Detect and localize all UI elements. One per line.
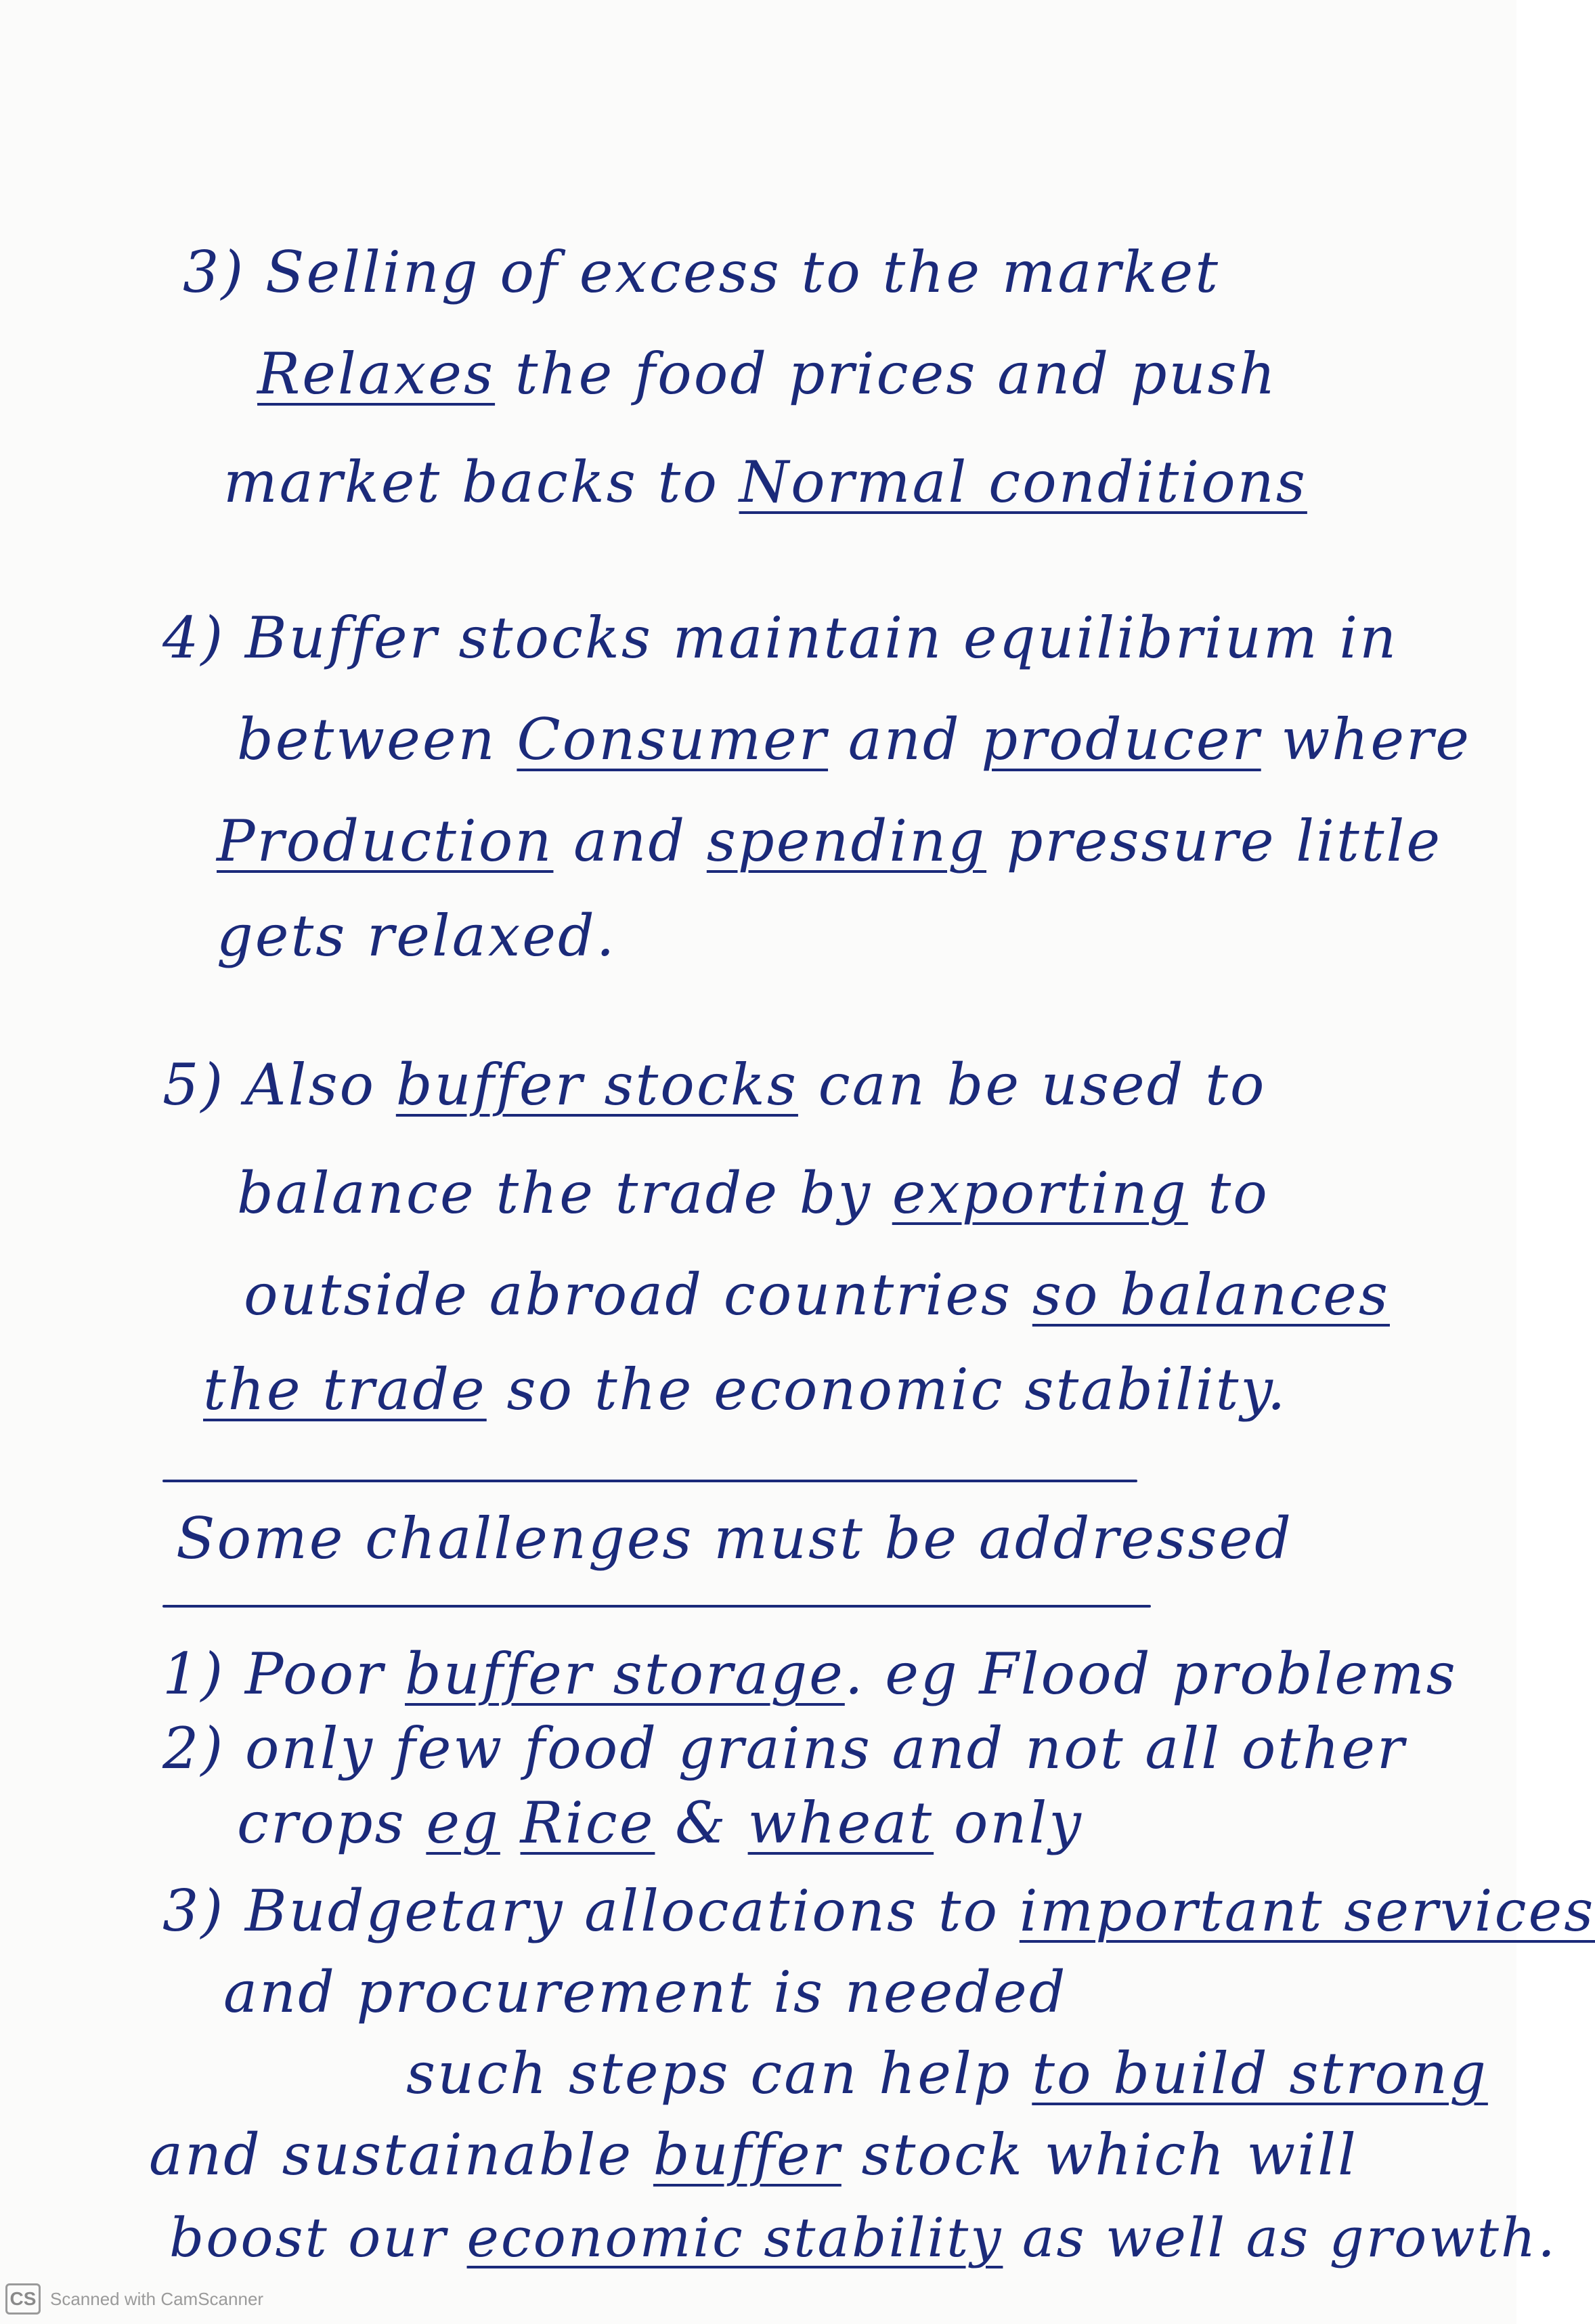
text-span: 2) only few food grains and not all other (162, 1715, 1407, 1782)
text-span: and procurement is needed (223, 1959, 1068, 2025)
text-span: such steps can help (406, 2040, 1032, 2107)
conclusion-line3 (169, 2206, 1557, 2269)
challenge3-line1 (162, 1878, 1595, 1944)
challenge2-line2 (237, 1790, 1083, 1856)
point3-line2 (257, 341, 1277, 407)
point5-line1 (162, 1052, 1267, 1118)
text-span: outside abroad countries (244, 1262, 1032, 1328)
text-span: boost our (169, 2206, 467, 2269)
camscanner-watermark (5, 2283, 263, 2315)
text-span: 4) Buffer stocks maintain equilibrium in (162, 605, 1399, 671)
underlined-term: Normal conditions (739, 449, 1307, 515)
text-span: the food prices and push (495, 341, 1277, 407)
watermark-text: Scanned with CamScanner (50, 2288, 264, 2309)
underlined-term: exporting (892, 1160, 1188, 1226)
underlined-term: wheat (747, 1790, 934, 1856)
underlined-term: economic stability (466, 2206, 1003, 2269)
challenge3-line2 (223, 1959, 1068, 2025)
text-span: so the economic stability. (486, 1356, 1288, 1423)
point4-line3 (217, 808, 1443, 874)
point5-line2 (237, 1160, 1269, 1226)
text-span: only (934, 1790, 1083, 1856)
bottom-rule (162, 1605, 1151, 1608)
point5-line4 (203, 1356, 1288, 1423)
underlined-term: eg (426, 1790, 500, 1856)
text-span: and (828, 706, 982, 773)
text-span: where (1261, 706, 1471, 773)
underlined-term: to build strong (1032, 2040, 1488, 2107)
text-span: 3) Budgetary allocations to (162, 1878, 1020, 1944)
point3-line1 (183, 239, 1221, 305)
challenges-heading (176, 1505, 1293, 1572)
underlined-term: buffer stocks (395, 1052, 798, 1118)
underlined-term: buffer storage (405, 1641, 845, 1707)
text-span: . eg Flood problems (844, 1641, 1458, 1707)
challenge1-line (162, 1641, 1458, 1707)
underlined-term: Consumer (517, 706, 829, 773)
underlined-term: Production (217, 808, 554, 874)
challenge2-line1 (162, 1715, 1407, 1782)
text-span: can be used to (798, 1052, 1267, 1118)
text-span: 3) Selling of excess to the market (183, 239, 1221, 305)
text-span: between (237, 706, 517, 773)
text-span: stock which will (841, 2122, 1358, 2188)
underlined-term: producer (981, 706, 1261, 773)
text-span: gets relaxed. (217, 903, 617, 969)
text-span: Some challenges must be addressed (176, 1505, 1293, 1572)
underlined-term: the trade (203, 1356, 487, 1423)
text-span: pressure little (986, 808, 1443, 874)
underlined-term: spending (706, 808, 987, 874)
text-span: & (655, 1790, 748, 1856)
text-span: and sustainable (149, 2122, 653, 2188)
text-span: and (553, 808, 707, 874)
text-span: to (1187, 1160, 1269, 1226)
point3-line3 (223, 449, 1307, 515)
text-span (500, 1790, 521, 1856)
text-span: as well as growth. (1003, 2206, 1557, 2269)
text-span: 1) Poor (162, 1641, 406, 1707)
text-span: crops (237, 1790, 427, 1856)
underlined-term: Relaxes (257, 341, 496, 407)
conclusion-line1 (406, 2040, 1488, 2107)
point4-line2 (237, 706, 1471, 773)
point5-line3 (244, 1262, 1390, 1328)
text-span: 5) Also (162, 1052, 396, 1118)
underlined-term: buffer (653, 2122, 842, 2188)
text-span: market backs to (223, 449, 739, 515)
point4-line1 (162, 605, 1399, 671)
point4-line4 (217, 903, 617, 969)
underlined-term: important services (1019, 1878, 1595, 1944)
underlined-term: so balances (1032, 1262, 1390, 1328)
camscanner-logo-icon: CS (5, 2283, 41, 2315)
underlined-term: Rice (520, 1790, 655, 1856)
text-span: balance the trade by (237, 1160, 892, 1226)
conclusion-line2 (149, 2122, 1358, 2188)
top-rule (162, 1480, 1137, 1482)
